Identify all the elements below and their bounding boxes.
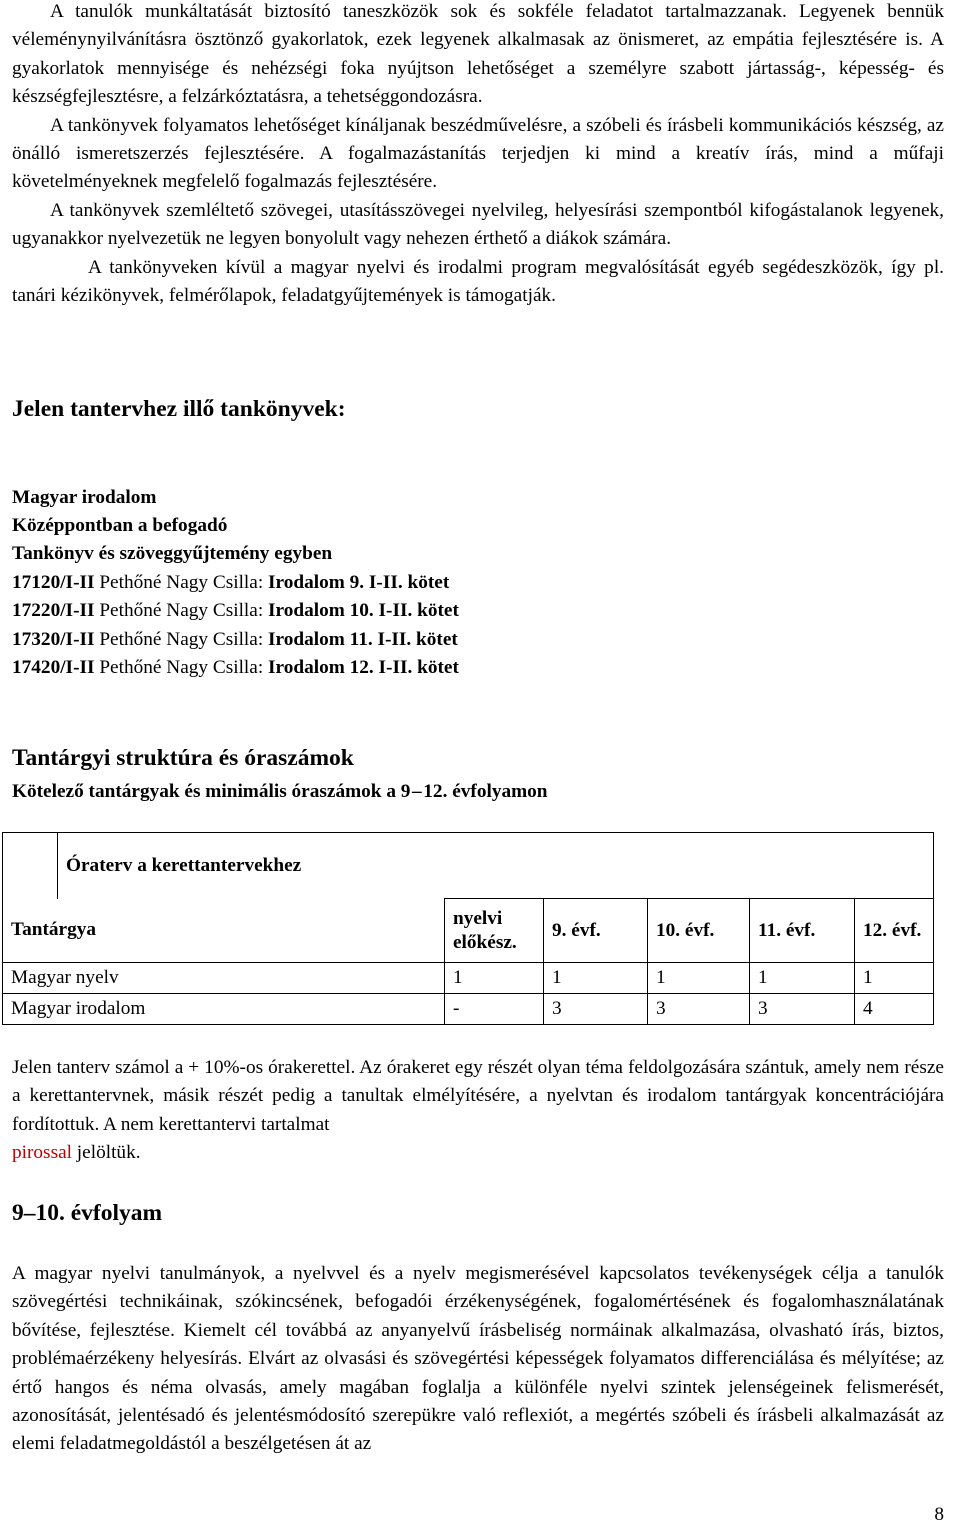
header-grade-9: 9. évf. — [544, 899, 648, 963]
row-value: 1 — [750, 963, 855, 994]
book-item: 17420/I-II Pethőné Nagy Csilla: Irodalom 12. I-II. kötet — [12, 657, 459, 678]
book-item: 17320/I-II Pethőné Nagy Csilla: Irodalom 11. I-II. kötet — [12, 629, 458, 650]
section-heading: 9–10. évfolyam — [12, 1200, 163, 1226]
book-item: 17220/I-II Pethőné Nagy Csilla: Irodalom 10. I-II. kötet — [12, 600, 459, 621]
row-value: - — [445, 994, 544, 1025]
red-word: pirossal — [12, 1142, 72, 1164]
table-header-row — [3, 899, 934, 963]
row-value: 1 — [445, 963, 544, 994]
structure-subheading: Kötelező tantárgyak és minimális óraszámok a 9 – 12. évfolyamon — [12, 781, 548, 802]
row-value: 3 — [750, 994, 855, 1025]
page-number: 8 — [934, 1504, 944, 1525]
header-grade-11: 11. évf. — [750, 899, 855, 963]
books-heading: Jelen tantervhez illő tankönyvek: — [12, 396, 346, 422]
row-value: 3 — [648, 994, 750, 1025]
table-title: Óraterv a kerettantervekhez — [58, 833, 934, 899]
table-blank-cell — [3, 833, 58, 899]
header-subject: Tantárgya — [3, 899, 445, 963]
books-line-3: Tankönyv és szöveggyűjtemény egyben — [12, 543, 333, 564]
header-grade-10: 10. évf. — [648, 899, 750, 963]
table-row — [3, 963, 934, 994]
row-subject: Magyar nyelv — [3, 963, 445, 994]
section-paragraph: A magyar nyelvi tanulmányok, a nyelvvel és a nyelv megismerésével kapcsolatos tevékenységek célja a tanulók szövegértési technikáinak, szókincsének, befogadói érzékenységének, fogalomértésének és fogalomhasználatának bővítése, fejlesztése. Kiemelt cél továbbá az anyanyelvű írásbeliség normáinak alkalmazása, olvasható írás, biztos, problémaérzékeny helyesírás. Elvárt az olvasási és szövegértési képességek folyamatos differenciálása és mélyítése; az értő hangos és néma olvasás, amely magában foglalja a különféle nyelvi szintek jelenségeinek felismerését, azonosítását, jelentésadó és jelentésmódosító szerepükre való reflexiót, a megértés szóbeli és írásbeli alkalmazását az elemi feladatmegoldástól a beszélgetésen át az — [12, 1263, 944, 1455]
structure-heading: Tantárgyi struktúra és óraszámok — [12, 745, 354, 771]
row-subject: Magyar irodalom — [3, 994, 445, 1025]
header-prep: nyelvi előkész. — [445, 899, 544, 963]
row-value: 1 — [544, 963, 648, 994]
books-line-1: Magyar irodalom — [12, 487, 157, 508]
row-value: 4 — [855, 994, 934, 1025]
header-grade-12: 12. évf. — [855, 899, 934, 963]
intro-paragraph-2: A tankönyvek folyamatos lehetőséget kínáljanak beszédművelésre, a szóbeli és írásbeli kommunikációs készség, az önálló ismeretszerzés fejlesztésére. A fogalmazástanítás terjedjen ki mind a kreatív írás, mind a műfaji követelményeknek megfelelő fogalmazás fejlesztésére. — [12, 114, 944, 193]
section-body — [12, 1260, 944, 1459]
row-value: 1 — [648, 963, 750, 994]
note-block — [12, 1054, 944, 1168]
row-value: 3 — [544, 994, 648, 1025]
hours-table — [2, 832, 934, 1025]
table-row — [3, 994, 934, 1025]
intro-paragraph-4: A tankönyveken kívül a magyar nyelvi és irodalmi program megvalósítását egyéb segédeszközök, így pl. tanári kézikönyvek, felmérőlapok, feladatgyűjtemények is támogatják. — [12, 256, 944, 307]
intro-block — [12, 0, 944, 310]
intro-paragraph-3: A tankönyvek szemléltető szövegei, utasításszövegei nyelvileg, helyesírási szempontból kifogástalanok legyenek, ugyanakkor nyelvezetük ne legyen bonyolult vagy nehezen érthető a diákok számára. — [12, 199, 944, 250]
note-paragraph: Jelen tanterv számol a + 10%-os órakerettel. Az órakeret egy részét olyan téma feldolgozására szántuk, amely nem része a kerettantervnek, másik részét pedig a tanultak elmélyítésére, a nyelvtan és irodalom tantárgyak koncentrációjára fordítottuk. A nem kerettantervi tartalmat pirossal jelöltük. — [12, 1057, 944, 1164]
books-line-2: Középpontban a befogadó — [12, 515, 228, 536]
intro-paragraph-1: A tanulók munkáltatását biztosító taneszközök sok és sokféle feladatot tartalmazzanak. Legyenek bennük véleménynyilvánításra ösztönző gyakorlatok, ezek legyenek alkalmasak az önismeret, az empátia fejlesztésére is. A gyakorlatok mennyisége és nehézségi foka nyújtson lehetőséget a személyre szabott jártasság-, képesség- és készségfejlesztésre, a felzárkóztatásra, a tehetséggondozásra. — [12, 1, 944, 108]
table-title-row — [3, 833, 934, 899]
book-item: 17120/I-II Pethőné Nagy Csilla: Irodalom 9. I-II. kötet — [12, 572, 450, 593]
row-value: 1 — [855, 963, 934, 994]
